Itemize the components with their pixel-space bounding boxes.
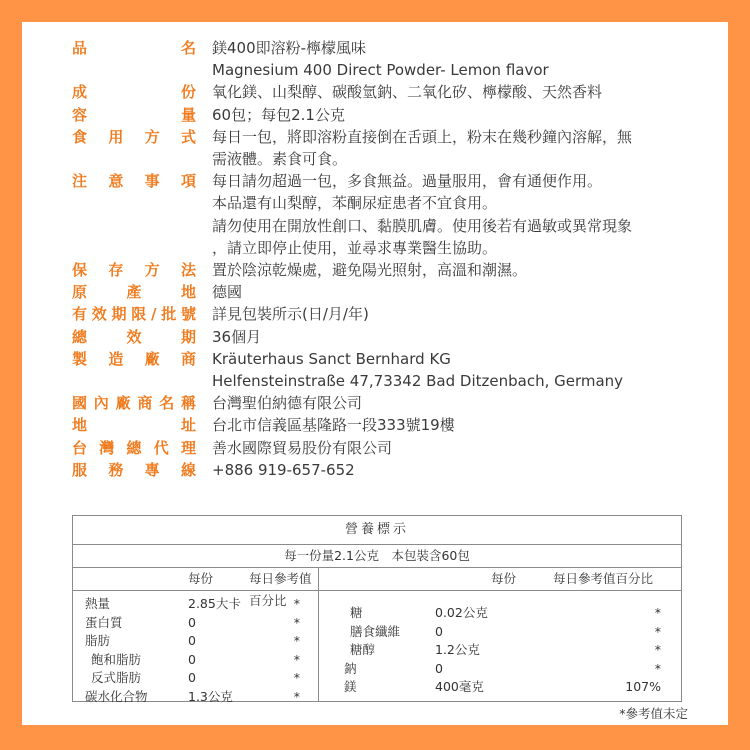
nutrient-daily-pct: 107% [625, 679, 661, 694]
info-label-char: 地 [180, 283, 196, 302]
nutrient-daily-pct: * [293, 614, 300, 630]
nutrient-per-serving: 0 [188, 633, 196, 648]
nutrient-per-serving: 0 [435, 623, 443, 639]
info-label-char: 式 [180, 127, 196, 146]
info-value [212, 459, 692, 481]
info-label-char: 廠 [115, 394, 131, 413]
info-row [72, 348, 692, 392]
nutrient-name: 鎂 [344, 679, 357, 694]
header-daily-pct: 每日參考值百分比 [249, 571, 312, 608]
info-label-char: 有 [72, 305, 88, 324]
nutrient-per-serving: 1.3公克 [188, 688, 233, 704]
nutrition-row [319, 660, 681, 678]
nutrition-row [319, 623, 681, 641]
column-header [319, 568, 681, 591]
nutrient-per-serving: 2.85大卡 [188, 596, 241, 611]
nutrition-rows-right [319, 591, 681, 701]
nutrient-per-serving: 0 [435, 660, 443, 676]
info-label-char: 食 [72, 127, 88, 146]
nutrition-table [72, 515, 682, 702]
info-label [72, 37, 196, 59]
info-label-char: 項 [180, 172, 196, 191]
info-value [212, 37, 692, 81]
info-label-char: 品 [72, 39, 88, 57]
header-per-serving: 每份 [188, 571, 214, 586]
info-label-char: 法 [180, 261, 196, 280]
info-row [72, 259, 692, 281]
nutrient-name: 飽和脂肪 [91, 651, 142, 667]
info-label [72, 104, 196, 126]
info-value [212, 392, 692, 414]
nutrition-column-left [73, 568, 319, 704]
info-label-char: 廠 [144, 349, 160, 368]
info-label-char: 意 [108, 172, 124, 191]
nutrient-name: 糖醇 [350, 642, 376, 657]
info-label [72, 81, 196, 103]
header-daily-pct: 每日參考值百分比 [553, 571, 654, 586]
info-value-line: Helfensteinstraße 47,73342 Bad Ditzenbach, Germany [212, 372, 624, 391]
info-value-line: ，請立即停止使用，並尋求專業醫生協助。 [212, 238, 498, 257]
info-value [212, 126, 692, 170]
info-label-char: 期 [180, 327, 196, 346]
info-value-line: 善水國際貿易股份有限公司 [212, 438, 393, 457]
info-label-char: 總 [126, 438, 142, 457]
nutrient-name: 糖 [350, 605, 363, 620]
info-label [72, 126, 196, 148]
nutrient-name: 熱量 [85, 596, 111, 611]
nutrient-daily-pct: * [293, 596, 300, 611]
info-value-line: 每日一包，將即溶粉直接倒在舌頭上，粉末在幾秒鐘內溶解，無 [212, 127, 633, 146]
info-row [72, 414, 692, 436]
nutrient-per-serving: 0 [188, 670, 196, 685]
info-value-line: 60包；每包2.1公克 [212, 105, 345, 124]
info-label-char: 商 [180, 349, 196, 368]
info-label-char: 份 [180, 83, 196, 102]
nutrition-row [73, 632, 318, 650]
info-value-line: 德國 [212, 283, 243, 302]
info-label [72, 170, 196, 192]
info-row [72, 281, 692, 303]
info-label-char: 方 [144, 127, 160, 146]
nutrient-daily-pct: * [654, 623, 661, 639]
nutrient-daily-pct: * [293, 651, 300, 667]
nutrient-name: 膳食纖維 [350, 623, 401, 639]
info-label-char: 存 [108, 261, 124, 280]
nutrient-name: 反式脂肪 [91, 670, 142, 685]
nutrient-per-serving: 0.02公克 [435, 605, 488, 620]
info-row [72, 81, 692, 103]
info-value [212, 259, 692, 281]
info-label [72, 414, 196, 436]
info-label-char: 理 [180, 438, 196, 457]
info-row [72, 170, 692, 259]
info-label-char: 效 [126, 327, 142, 346]
nutrition-row [73, 651, 318, 669]
nutrition-row [319, 641, 681, 659]
nutrient-per-serving: 0 [188, 614, 196, 630]
info-label-char: 限 [131, 305, 147, 324]
info-label-char: 原 [72, 283, 88, 302]
info-label-char: 效 [91, 305, 107, 324]
info-label-char: 稱 [180, 394, 196, 413]
info-value-line: 置於陰涼乾燥處，避免陽光照射，高溫和潮濕。 [212, 261, 528, 280]
nutrient-daily-pct: * [654, 605, 661, 620]
info-value [212, 104, 692, 126]
info-label-char: 址 [180, 416, 196, 435]
info-label-char: 用 [108, 127, 124, 146]
nutrition-rows-left [73, 591, 318, 704]
info-label-char: 號 [180, 305, 196, 324]
info-label-char: 總 [72, 327, 88, 346]
nutrient-daily-pct: * [293, 688, 300, 704]
info-label-char: 商 [137, 394, 153, 413]
info-row [72, 104, 692, 126]
info-row [72, 437, 692, 459]
nutrient-daily-pct: * [654, 642, 661, 657]
info-label-char: 國 [72, 394, 88, 413]
nutrition-row [319, 604, 681, 622]
product-info-list [72, 37, 692, 481]
nutrient-daily-pct: * [293, 670, 300, 685]
info-label-char: 量 [180, 105, 196, 124]
info-label-char: 造 [108, 349, 124, 368]
info-value [212, 348, 692, 392]
info-label-char: 代 [153, 438, 169, 457]
info-value [212, 326, 692, 348]
nutrient-name: 蛋白質 [85, 614, 123, 630]
info-row [72, 459, 692, 481]
info-value [212, 281, 692, 303]
info-value [212, 303, 692, 325]
info-value [212, 81, 692, 103]
nutrient-per-serving: 1.2公克 [435, 642, 480, 657]
info-row [72, 126, 692, 170]
nutrient-per-serving: 400毫克 [435, 679, 484, 694]
info-label-char: 地 [72, 416, 88, 435]
info-label-char: 名 [159, 394, 175, 413]
nutrition-row [73, 614, 318, 632]
info-label-char: 名 [180, 39, 196, 57]
info-label-char: 批 [161, 305, 177, 324]
serving-size: 每一份量2.1公克 本包裝含60包 [73, 545, 681, 568]
info-value-line: 需液體。素食可食。 [212, 150, 348, 169]
info-label [72, 437, 196, 459]
info-label-char: / [151, 305, 157, 324]
info-value-line: 每日請勿超過一包，多食無益。過量服用，會有通便作用。 [212, 172, 603, 191]
nutrition-row [319, 678, 681, 696]
info-label-char: 灣 [99, 438, 115, 457]
info-label [72, 259, 196, 281]
info-label-char: 製 [72, 349, 88, 368]
nutrient-daily-pct: * [654, 660, 661, 676]
info-value [212, 170, 692, 259]
nutrient-per-serving: 0 [188, 651, 196, 667]
info-row [72, 303, 692, 325]
info-value-line: 鎂400即溶粉-檸檬風味 [212, 39, 367, 57]
info-value [212, 437, 692, 459]
info-label [72, 281, 196, 303]
info-label-char: 期 [111, 305, 127, 324]
info-label-char: 保 [72, 261, 88, 280]
info-row [72, 326, 692, 348]
nutrition-title: 營養標示 [73, 516, 681, 545]
info-label-char: 容 [72, 105, 88, 124]
info-label-char: 台 [72, 438, 88, 457]
info-label [72, 459, 196, 481]
nutrition-column-right [319, 568, 681, 701]
info-label [72, 348, 196, 370]
footnote: *參考值未定 [619, 706, 688, 721]
info-value-line: Magnesium 400 Direct Powder- Lemon flavor [212, 61, 549, 80]
info-label [72, 303, 196, 325]
info-label-char: 方 [144, 261, 160, 280]
info-label [72, 392, 196, 414]
nutrition-row [73, 669, 318, 687]
info-label-char: 線 [180, 460, 196, 479]
info-label [72, 326, 196, 348]
info-label-char: 服 [72, 460, 88, 479]
info-value-line: Kräuterhaus Sanct Bernhard KG [212, 349, 451, 368]
info-label-char: 產 [126, 283, 142, 302]
nutrient-daily-pct: * [293, 633, 300, 648]
info-value-line: 請勿使用在開放性創口、黏膜肌膚。使用後若有過敏或異常現象 [212, 216, 633, 235]
info-label-char: 專 [144, 460, 160, 479]
info-label-char: 務 [108, 460, 124, 479]
info-value-line: 台北市信義區基隆路一段333號19樓 [212, 416, 455, 435]
info-value-line: 本品還有山梨醇，苯酮尿症患者不宜食用。 [212, 194, 498, 213]
header-per-serving: 每份 [491, 571, 517, 586]
info-label-char: 成 [72, 83, 88, 102]
info-row [72, 37, 692, 81]
nutrient-name: 碳水化合物 [85, 688, 148, 704]
info-value-line: +886 919-657-652 [212, 460, 355, 479]
info-value-line: 36個月 [212, 327, 262, 346]
info-value [212, 414, 692, 436]
info-row [72, 392, 692, 414]
info-label-char: 內 [93, 394, 109, 413]
info-value-line: 氧化鎂、山梨醇、碳酸氫鈉、二氧化矽、檸檬酸、天然香料 [212, 83, 603, 102]
info-label-char: 事 [144, 172, 160, 191]
info-value-line: 詳見包裝所示(日/月/年) [212, 305, 369, 324]
nutrition-row [73, 688, 318, 706]
info-label-char: 注 [72, 172, 88, 191]
nutrition-row [73, 595, 318, 613]
info-value-line: 台灣聖伯納德有限公司 [212, 394, 363, 413]
nutrient-name: 鈉 [344, 660, 357, 676]
nutrient-name: 脂肪 [85, 633, 111, 648]
